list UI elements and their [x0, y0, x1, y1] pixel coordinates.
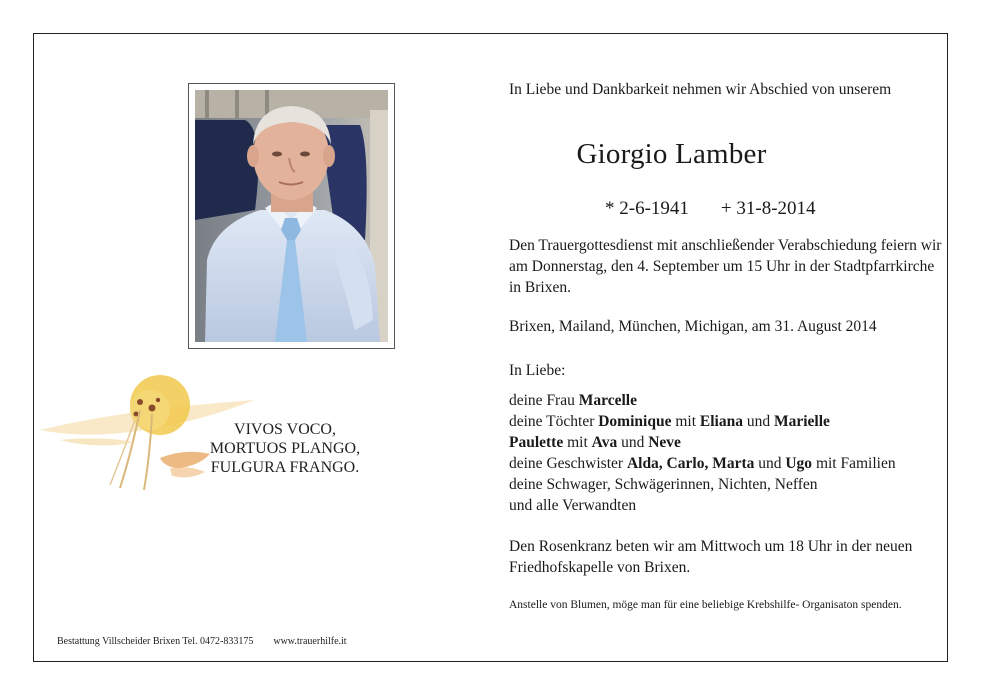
- family-text: und: [754, 455, 786, 472]
- deceased-name: Giorgio Lamber: [576, 138, 767, 170]
- family-member: Marcelle: [578, 392, 637, 409]
- family-text: und: [617, 434, 649, 451]
- motto-line: MORTUOS PLANGO,: [209, 440, 361, 457]
- family-member: Ugo: [785, 455, 813, 472]
- family-text: und: [742, 413, 774, 430]
- life-dates: [605, 198, 816, 220]
- website-link[interactable]: www.trauerhilfe.it: [273, 636, 347, 647]
- motto: [200, 420, 370, 477]
- donation-note: Anstelle von Blumen, möge man für eine beliebige Krebshilfe- Organisaton spenden.: [509, 599, 902, 611]
- rosary-announcement: Den Rosenkranz beten wir am Mittwoch um 18 Uhr in der neuen Friedhofskapelle von Brixen.: [509, 538, 913, 576]
- intro-text: In Liebe und Dankbarkeit nehmen wir Abschied von unserem: [509, 81, 892, 98]
- family-text: mit: [563, 434, 592, 451]
- family-member: Neve: [648, 434, 681, 451]
- family-line: [509, 453, 896, 474]
- portrait-photo: [195, 90, 388, 342]
- family-line: und alle Verwandten: [509, 497, 637, 514]
- funeral-home-contact: Bestattung Villscheider Brixen Tel. 0472-833175: [57, 636, 254, 647]
- birth-date: * 2-6-1941: [605, 198, 689, 219]
- family-text: deine Geschwister: [509, 455, 627, 472]
- family-member: Dominique: [598, 413, 672, 430]
- place-and-date: Brixen, Mailand, München, Michigan, am 31. August 2014: [509, 318, 877, 335]
- family-member: Eliana: [699, 413, 743, 430]
- family-list: [509, 390, 896, 516]
- motto-line: FULGURA FRANGO.: [210, 459, 360, 476]
- footer: [57, 636, 347, 647]
- family-member: Marielle: [773, 413, 830, 430]
- family-line: [509, 390, 896, 411]
- in-liebe-heading: In Liebe:: [509, 362, 566, 379]
- service-announcement: Den Trauergottesdienst mit anschließender Verabschiedung feiern wir am Donnerstag, den 4. September um 15 Uhr in der Stadtpfarrkirche in Brixen.: [509, 237, 942, 296]
- family-line: deine Schwager, Schwägerinnen, Nichten, Neffen: [509, 476, 818, 493]
- family-text: mit: [671, 413, 700, 430]
- motto-line: VIVOS VOCO,: [234, 421, 336, 438]
- family-text: mit Familien: [812, 455, 896, 472]
- death-date: + 31-8-2014: [720, 198, 816, 219]
- family-member: Ava: [591, 434, 618, 451]
- family-line: [509, 432, 896, 453]
- family-text: deine Töchter: [509, 413, 599, 430]
- family-text: deine Frau: [509, 392, 579, 409]
- family-member: Paulette: [509, 434, 564, 451]
- family-member: Alda, Carlo, Marta: [626, 455, 755, 472]
- portrait-frame: [188, 83, 395, 349]
- family-line: [509, 411, 896, 432]
